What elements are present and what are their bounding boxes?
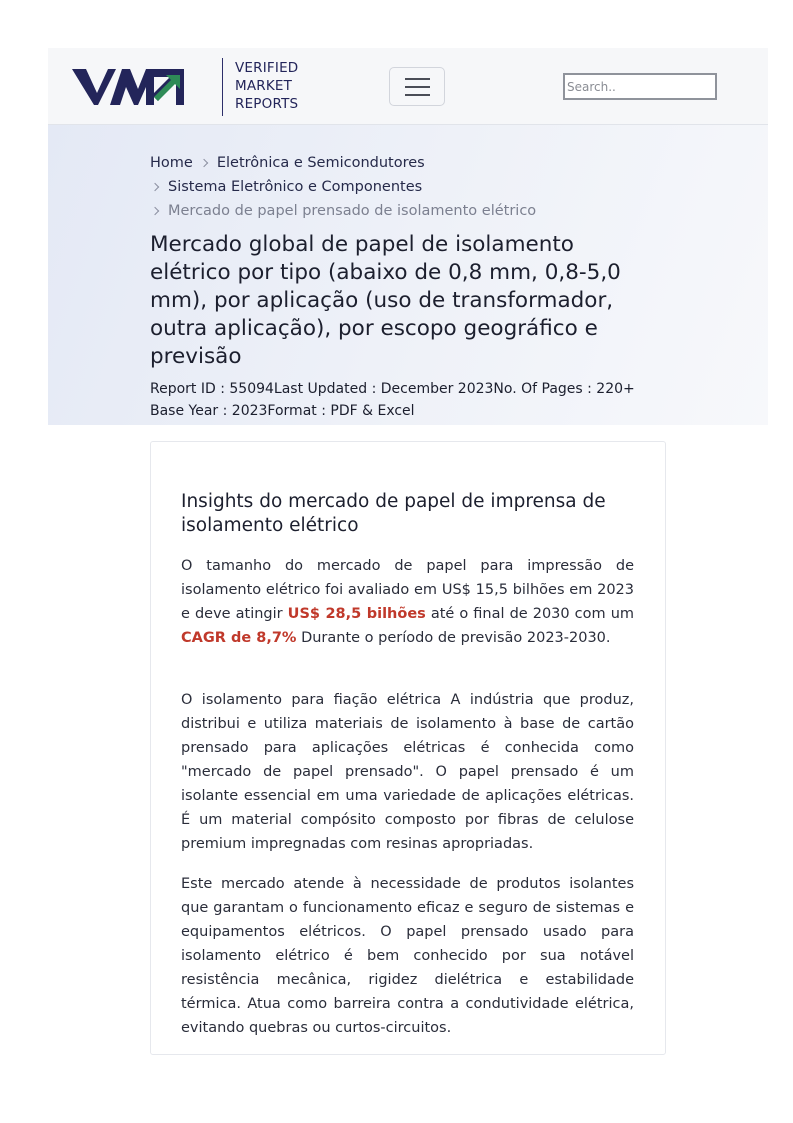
paragraph-text: O tamanho do mercado de papel para impressão de isolamento elétrico foi avaliado em US$ 15,5 bilhões em 2023 e deve atingir: [181, 558, 634, 622]
breadcrumb-category-link[interactable]: Eletrônica e Semicondutores: [216, 155, 425, 171]
breadcrumb-row-2: [150, 175, 536, 199]
breadcrumb-row-1: [150, 151, 536, 175]
breadcrumb-home-link[interactable]: Home: [150, 155, 193, 171]
breadcrumb-subcategory-link[interactable]: Sistema Eletrônico e Componentes: [168, 179, 423, 195]
paragraph-text: até o final de 2030 com um: [425, 606, 635, 622]
chevron-right-icon: [151, 183, 159, 191]
breadcrumb: [150, 151, 536, 223]
vmr-logo-icon: [72, 67, 184, 107]
chevron-right-icon: [151, 207, 159, 215]
market-value-highlight: US$ 28,5 bilhões: [287, 606, 426, 622]
report-meta: [150, 378, 635, 422]
cagr-highlight: CAGR de 8,7%: [181, 630, 297, 646]
report-hero: [48, 125, 768, 425]
insights-paragraph-3: Este mercado atende à necessidade de produtos isolantes que garantam o funcionamento eficaz e seguro de sistemas e equipamentos elétricos. O papel prensado usado para isolamento elétrico é bem conhecido por sua notável resistência mecânica, rigidez dielétrica e estabilidade térmica. Atua como barreira contra a condutividade elétrica, evitando quebras ou curtos-circuitos.: [181, 876, 634, 1036]
report-meta-line-1: Report ID : 55094Last Updated : December 2023No. Of Pages : 220+: [150, 381, 635, 397]
insights-heading: Insights do mercado de papel de imprensa de isolamento elétrico: [181, 491, 606, 536]
logo-divider: [222, 58, 223, 116]
breadcrumb-current: Mercado de papel prensado de isolamento elétrico: [168, 203, 537, 219]
hamburger-icon-bar: [405, 94, 430, 96]
report-meta-line-2: Base Year : 2023Format : PDF & Excel: [150, 403, 415, 419]
hamburger-icon-bar: [405, 86, 430, 88]
site-header: [48, 48, 768, 125]
page-title: Mercado global de papel de isolamento elétrico por tipo (abaixo de 0,8 mm, 0,8-5,0 mm), por aplicação (uso de transformador, outra aplicação), por escopo geográfico e previsão: [150, 232, 621, 369]
breadcrumb-row-3: [150, 199, 536, 223]
menu-toggle-button[interactable]: [389, 67, 445, 106]
site-logo[interactable]: [72, 58, 299, 116]
logo-wordmark: VERIFIED MARKET REPORTS: [235, 60, 299, 112]
insights-card: [150, 441, 666, 1055]
insights-paragraph-2: O isolamento para fiação elétrica A indústria que produz, distribui e utiliza materiais de isolamento à base de cartão prensado para aplicações elétricas é conhecida como "mercado de papel prensado". O papel prensado é um isolante essencial em uma variedade de aplicações elétricas. É um material compósito composto por fibras de celulose premium impregnadas com resinas apropriadas.: [181, 692, 634, 852]
paragraph-text: Durante o período de previsão 2023-2030.: [296, 630, 611, 646]
chevron-right-icon: [200, 159, 208, 167]
hamburger-icon: [405, 78, 430, 80]
search-input[interactable]: [563, 73, 717, 100]
insights-paragraph-1: [181, 554, 634, 650]
